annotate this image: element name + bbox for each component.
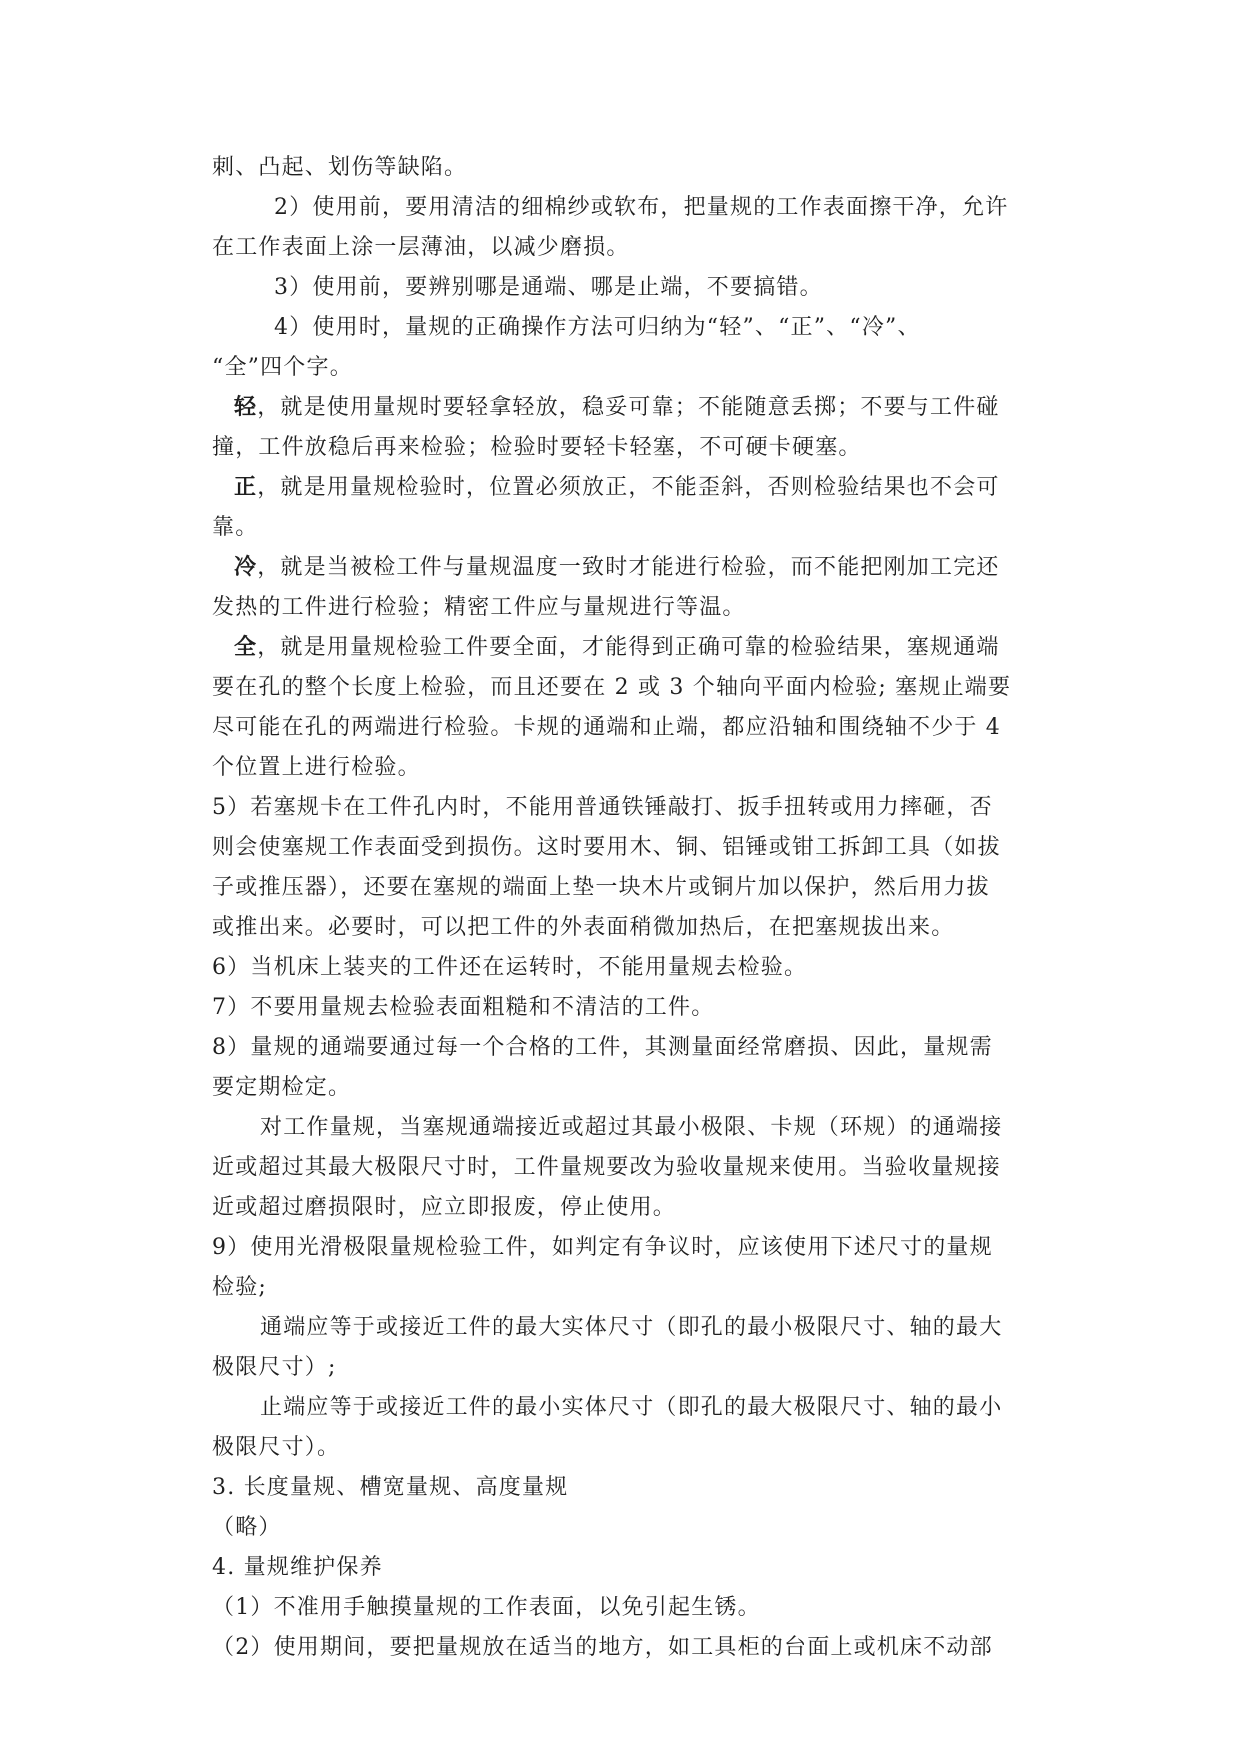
text-line-keyword xyxy=(212,548,1052,588)
keyword-zheng: 正 xyxy=(234,475,258,500)
text-line: 通端应等于或接近工件的最大实体尺寸（即孔的最小极限尺寸、轴的最大 xyxy=(260,1315,1003,1340)
text-line: 要定期检定。 xyxy=(212,1075,352,1100)
text-line: 4）使用时，量规的正确操作方法可归纳为“轻”、“正”、“冷”、 xyxy=(274,315,921,340)
text-line: 或推出来。必要时，可以把工件的外表面稍微加热后，在把塞规拔出来。 xyxy=(212,915,955,940)
text-line-keyword xyxy=(212,388,1052,428)
text-line: 对工作量规，当塞规通端接近或超过其最小极限、卡规（环规）的通端接 xyxy=(260,1115,1003,1140)
keyword-text: ，就是当被检工件与量规温度一致时才能进行检验，而不能把刚加工完还 xyxy=(257,555,1000,580)
text-line: 尽可能在孔的两端进行检验。卡规的通端和止端，都应沿轴和围绕轴不少于 4 xyxy=(212,715,1001,740)
section-heading: 4. 量规维护保养 xyxy=(212,1555,383,1580)
text-line: 3）使用前，要辨别哪是通端、哪是止端，不要搞错。 xyxy=(274,275,823,300)
keyword-leng: 冷 xyxy=(234,555,258,580)
text-line: 撞，工件放稳后再来检验；检验时要轻卡轻塞，不可硬卡硬塞。 xyxy=(212,435,862,460)
text-line: 极限尺寸）。 xyxy=(212,1435,341,1460)
keyword-qing: 轻 xyxy=(234,395,258,420)
text-line: 5）若塞规卡在工件孔内时，不能用普通铁锤敲打、扳手扭转或用力摔砸，否 xyxy=(212,795,993,820)
keyword-quan: 全 xyxy=(234,635,258,660)
text-line: 发热的工件进行检验；精密工件应与量规进行等温。 xyxy=(212,595,746,620)
text-line: 2）使用前，要用清洁的细棉纱或软布，把量规的工作表面擦干净，允许 xyxy=(274,195,1009,220)
text-line: 要在孔的整个长度上检验，而且还要在 2 或 3 个轴向平面内检验; 塞规止端要 xyxy=(212,675,1012,700)
text-line: 子或推压器），还要在塞规的端面上垫一块木片或铜片加以保护，然后用力拔 xyxy=(212,875,990,900)
text-line: 近或超过磨损限时，应立即报废，停止使用。 xyxy=(212,1195,677,1220)
text-line: 近或超过其最大极限尺寸时，工件量规要改为验收量规来使用。当验收量规接 xyxy=(212,1155,1001,1180)
text-line: 个位置上进行检验。 xyxy=(212,755,421,780)
text-line: 6）当机床上装夹的工件还在运转时，不能用量规去检验。 xyxy=(212,955,808,980)
text-line: “全”四个字。 xyxy=(212,355,353,380)
text-line: 检验; xyxy=(212,1275,268,1300)
text-line: 极限尺寸）; xyxy=(212,1355,337,1380)
text-line: （略） xyxy=(212,1515,282,1540)
text-line: （2）使用期间，要把量规放在适当的地方，如工具柜的台面上或机床不动部 xyxy=(212,1635,993,1660)
document-body xyxy=(212,148,1052,1668)
text-line: 刺、凸起、划伤等缺陷。 xyxy=(212,155,468,180)
section-heading: 3. 长度量规、槽宽量规、高度量规 xyxy=(212,1475,569,1500)
text-line: 在工作表面上涂一层薄油，以减少磨损。 xyxy=(212,235,630,260)
text-line: （1）不准用手触摸量规的工作表面，以免引起生锈。 xyxy=(212,1595,761,1620)
text-line: 则会使塞规工作表面受到损伤。这时要用木、铜、铝锤或钳工拆卸工具（如拔 xyxy=(212,835,1001,860)
text-line: 8）量规的通端要通过每一个合格的工件，其测量面经常磨损、因此，量规需 xyxy=(212,1035,993,1060)
text-line: 止端应等于或接近工件的最小实体尺寸（即孔的最大极限尺寸、轴的最小 xyxy=(260,1395,1003,1420)
text-line-keyword xyxy=(212,468,1052,508)
keyword-text: ，就是使用量规时要轻拿轻放，稳妥可靠；不能随意丢掷；不要与工件碰 xyxy=(257,395,1000,420)
keyword-text: ，就是用量规检验工件要全面，才能得到正确可靠的检验结果，塞规通端 xyxy=(257,635,1000,660)
text-line-keyword xyxy=(212,628,1052,668)
keyword-text: ，就是用量规检验时，位置必须放正，不能歪斜，否则检验结果也不会可 xyxy=(257,475,1000,500)
text-line: 9）使用光滑极限量规检验工件，如判定有争议时，应该使用下述尺寸的量规 xyxy=(212,1235,993,1260)
text-line: 靠。 xyxy=(212,515,259,540)
text-line: 7）不要用量规去检验表面粗糙和不清洁的工件。 xyxy=(212,995,715,1020)
